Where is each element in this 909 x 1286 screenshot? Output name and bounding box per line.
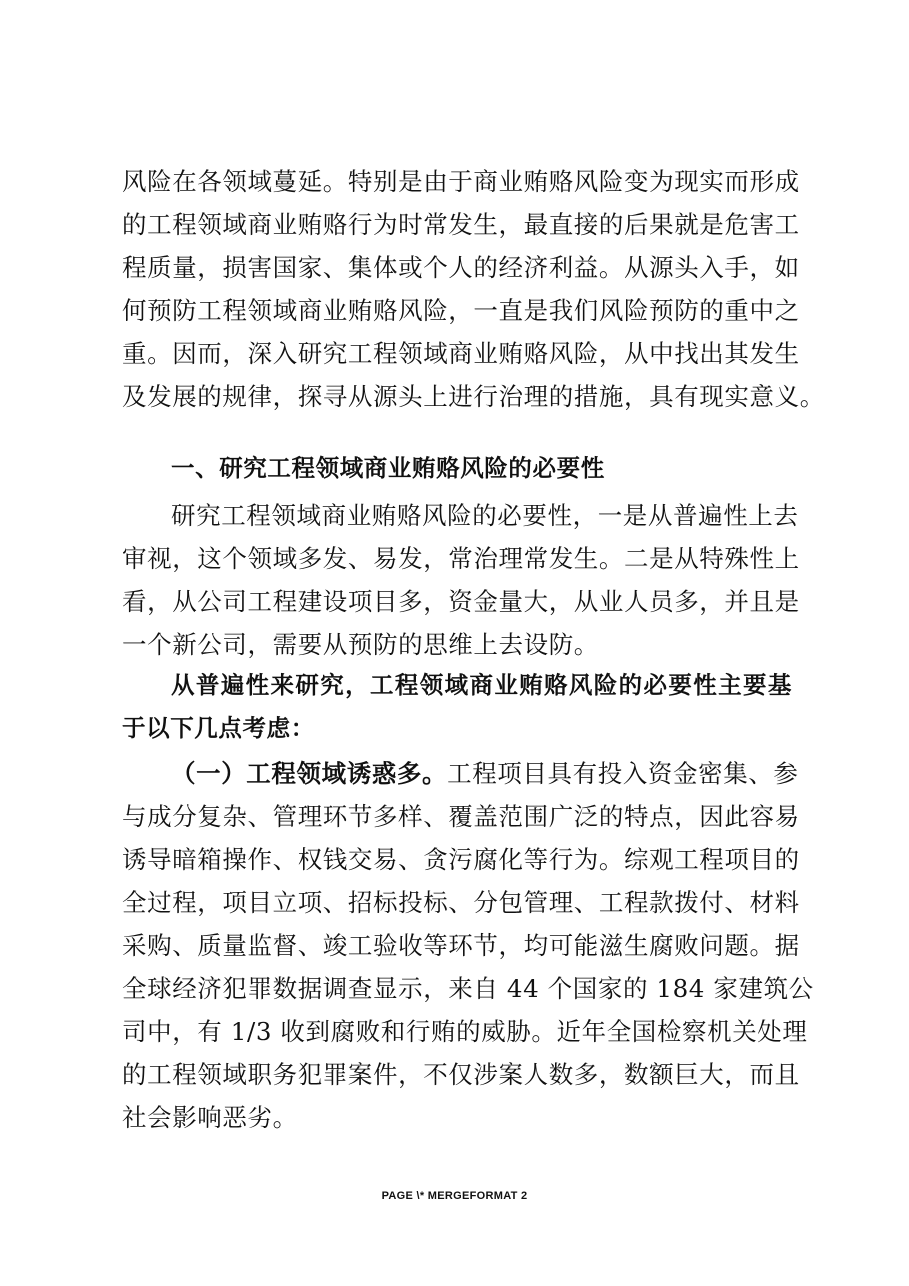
paragraph-intro bbox=[122, 160, 825, 418]
text-line: 及发展的规律，探寻从源头上进行治理的措施，具有现实意义。 bbox=[122, 382, 825, 411]
text-line: 于以下几点考虑： bbox=[122, 714, 315, 742]
point-lead-text: 工程项目具有投入资金密集、参 bbox=[447, 759, 799, 788]
text-line: 重。因而，深入研究工程领域商业贿赂风险，从中找出其发生 bbox=[122, 339, 800, 368]
text-line: 诱导暗箱操作、权钱交易、贪污腐化等行为。综观工程项目的 bbox=[122, 845, 800, 874]
section-heading bbox=[122, 447, 792, 490]
point-title: （一）工程领域诱惑多。 bbox=[171, 759, 448, 788]
text-line: 看，从公司工程建设项目多，资金量大，从业人员多，并且是 bbox=[122, 587, 800, 616]
text-line: 程质量，损害国家、集体或个人的经济利益。从源头入手，如 bbox=[122, 253, 800, 282]
page-footer: PAGE \* MERGEFORMAT 2 bbox=[381, 1190, 528, 1202]
text-line: 从普遍性来研究，工程领域商业贿赂风险的必要性主要基 bbox=[171, 671, 792, 699]
text-line: 一个新公司，需要从预防的思维上去设防。 bbox=[122, 630, 599, 659]
text-line: 的工程领域商业贿赂行为时常发生，最直接的后果就是危害工 bbox=[122, 210, 800, 239]
text-line: 何预防工程领域商业贿赂风险，一直是我们风险预防的重中之 bbox=[122, 296, 800, 325]
heading-text: 一、研究工程领域商业贿赂风险的必要性 bbox=[171, 454, 605, 482]
text-line: 的工程领域职务犯罪案件，不仅涉案人数多，数额巨大，而且 bbox=[122, 1060, 800, 1089]
text-line: 研究工程领域商业贿赂风险的必要性，一是从普遍性上去 bbox=[171, 501, 799, 530]
text-line: 与成分复杂、管理环节多样、覆盖范围广泛的特点，因此容易 bbox=[122, 802, 800, 831]
text-line: 全球经济犯罪数据调查显示，来自 44 个国家的 184 家建筑公 bbox=[122, 974, 814, 1003]
paragraph-bold bbox=[122, 664, 792, 750]
text-line: 采购、质量监督、竣工验收等环节，均可能滋生腐败问题。据 bbox=[122, 931, 800, 960]
text-line: 司中，有 1/3 收到腐败和行贿的威胁。近年全国检察机关处理 bbox=[122, 1017, 808, 1046]
paragraph-point-1 bbox=[122, 752, 814, 1139]
text-line: 全过程，项目立项、招标投标、分包管理、工程款拨付、材料 bbox=[122, 888, 800, 917]
paragraph-necessity bbox=[122, 494, 800, 666]
text-line bbox=[122, 752, 799, 795]
text-line: 审视，这个领域多发、易发，常治理常发生。二是从特殊性上 bbox=[122, 544, 800, 573]
text-line: 风险在各领域蔓延。特别是由于商业贿赂风险变为现实而形成 bbox=[122, 167, 800, 196]
text-line: 社会影响恶劣。 bbox=[122, 1103, 298, 1132]
